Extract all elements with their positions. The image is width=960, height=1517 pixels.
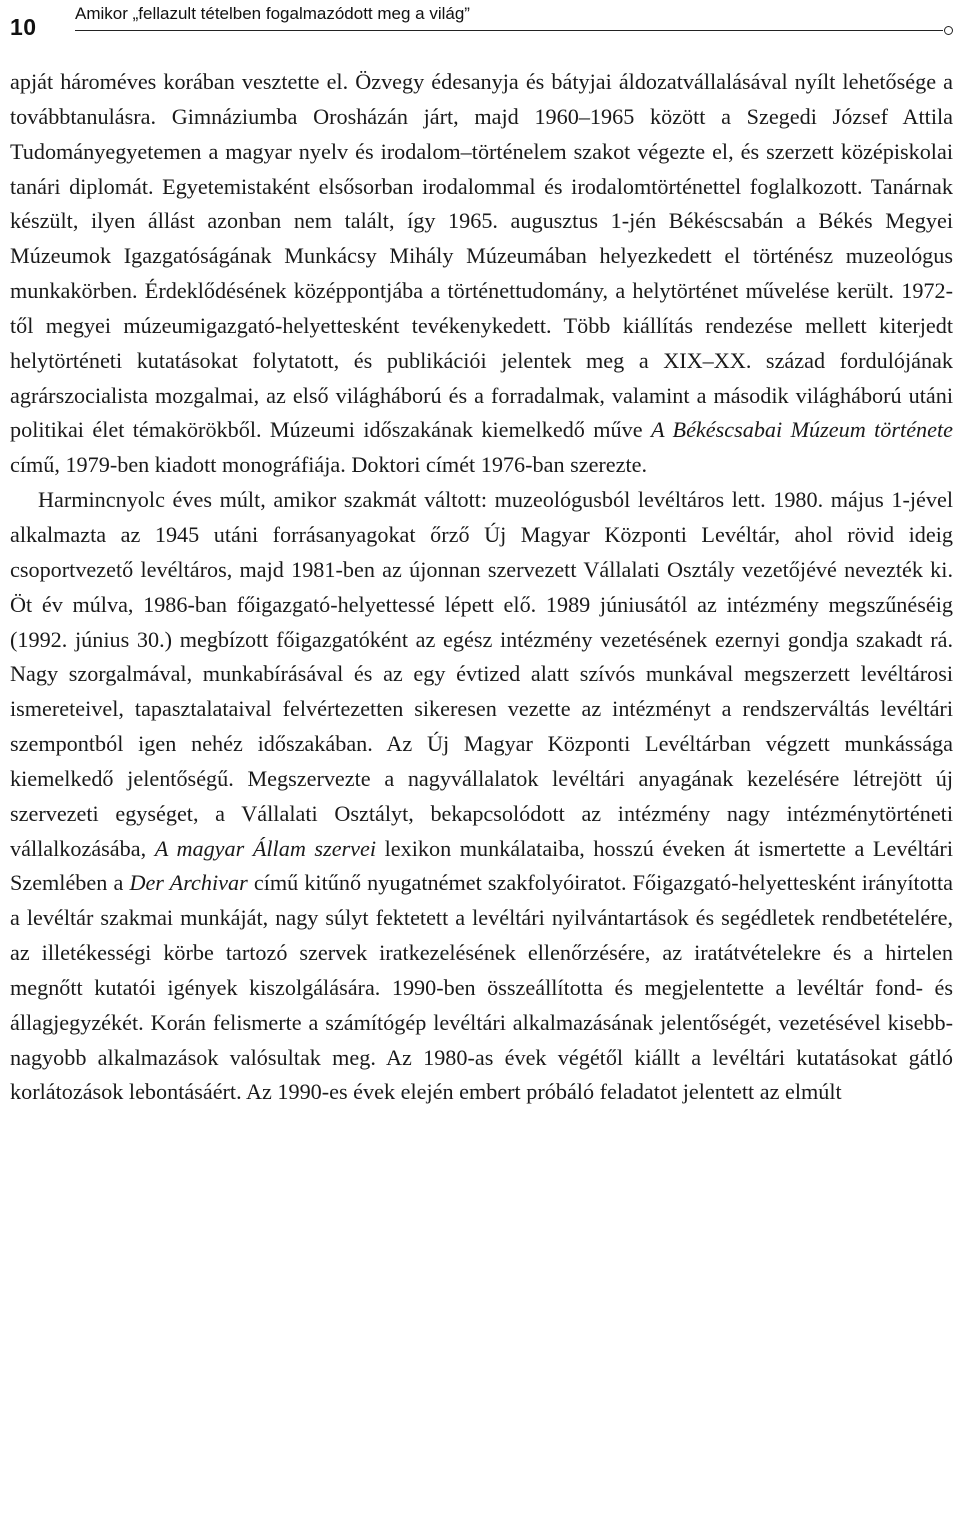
- paragraph-2-text-a: Harmincnyolc éves múlt, amikor szakmát váltott: muzeológusból levéltáros lett. 1980. május 1-jével alkalmazta az 1945 utáni forrásanyagokat őrző Új Magyar Központi Levéltár, ahol rövid ideig csoportvezető levéltáros, majd 1981-ben az újonnan szervezett Vállalati Osztály vezetőjévé nevezték ki. Öt év múlva, 1986-ban főigazgató-helyettessé lépett elő. 1989 júniusától az intézmény megszűnéséig (1992. június 30.) megbízott főigazgatóként az egész intézmény vezetésének ezernyi gondja szakadt rá. Nagy szorgalmával, munkabírásával és az egy évtized alatt szívós munkával megszerzett levéltárosi ismereteivel, tapasztalataival felvértezetten sikeresen vezette az intézményt a rendszerváltás levéltári szempontból igen nehéz időszakában. Az Új Magyar Központi Levéltárban végzett munkássága kiemelkedő jelentőségű. Megszervezte a nagyvállalatok levéltári anyagának kezelésére létrejött új szervezeti egységet, a Vállalati Osztályt, bekapcsolódott az intézmény nagy intézménytörténeti vállalkozásába,: [10, 487, 953, 861]
- book-title-bekescsabai-muzeum: A Békéscsabai Múzeum története: [650, 417, 953, 443]
- running-title: Amikor „fellazult tételben fogalmazódott meg a világ”: [75, 4, 470, 23]
- header-rule: [75, 30, 943, 31]
- paragraph-1-text-b: című, 1979-ben kiadott monográfiája. Doktori címét 1976-ban szerezte.: [10, 452, 648, 478]
- journal-title-der-archivar: Der Archivar: [129, 870, 248, 896]
- paragraph-2-text-b: lexikon munkálataiba, hosszú éveken át ismertette a Levéltári Szemlében a: [10, 835, 953, 896]
- page-number: 10: [10, 14, 37, 40]
- paragraph-2: [10, 483, 953, 1110]
- paragraph-1: [10, 65, 953, 483]
- body-text: [10, 65, 953, 1110]
- lexicon-title-magyar-allam-szervei: A magyar Állam szervei: [154, 835, 377, 861]
- running-header: [0, 0, 960, 50]
- paragraph-1-text-a: apját hároméves korában vesztette el. Özvegy édesanyja és bátyjai áldozatvállalásával nyílt lehetősége a továbbtanulásra. Gimnáziumba Orosházán járt, majd 1960–1965 között a Szegedi József Attila Tudományegyetemen a magyar nyelv és irodalom–történelem szakot végezte el, és szerzett középiskolai tanári diplomát. Egyetemistaként elsősorban irodalommal és irodalomtörténettel foglalkozott. Tanárnak készült, ilyen állást azonban nem talált, így 1965. augusztus 1-jén Békéscsabán a Békés Megyei Múzeumok Igazgatóságának Munkácsy Mihály Múzeumában helyezkedett el történész muzeológus munkakörben. Érdeklődésének középpontjába a történettudomány, a helytörténet művelése került. 1972-től megyei múzeumigazgató-helyettesként tevékenykedett. Több kiállítás rendezése mellett kiterjedt helytörténeti kutatásokat folytatott, és publikációi jelentek meg a XIX–XX. század fordulójának agrárszocialista mozgalmai, az első világháború és a forradalmak, valamint a második világháború utáni politikai élet témakörökből. Múzeumi időszakának kiemelkedő műve: [10, 69, 953, 443]
- header-ornament-circle-icon: [944, 26, 953, 35]
- paragraph-2-text-c: című kitűnő nyugatnémet szakfolyóiratot. Főigazgató-helyettesként irányította a levéltár szakmai munkáját, nagy súlyt fektetett a levéltári nyilvántartások és segédletek rendbetételére, az illetékességi körbe tartozó szervek iratkezelésének ellenőrzésére, az iratátvételekre és a hirtelen megnőtt kutatói igények kiszolgálására. 1990-ben összeállította és megjelentette a levéltár fond- és állagjegyzékét. Korán felismerte a számítógép levéltári alkalmazásának jelentőségét, vezetésével kisebb-nagyobb alkalmazások valósultak meg. Az 1980-as évek végétől kiállt a levéltári kutatásokat gátló korlátozások lebontásáért. Az 1990-es évek elején embert próbáló feladatot jelentett az elmúlt: [10, 870, 953, 1105]
